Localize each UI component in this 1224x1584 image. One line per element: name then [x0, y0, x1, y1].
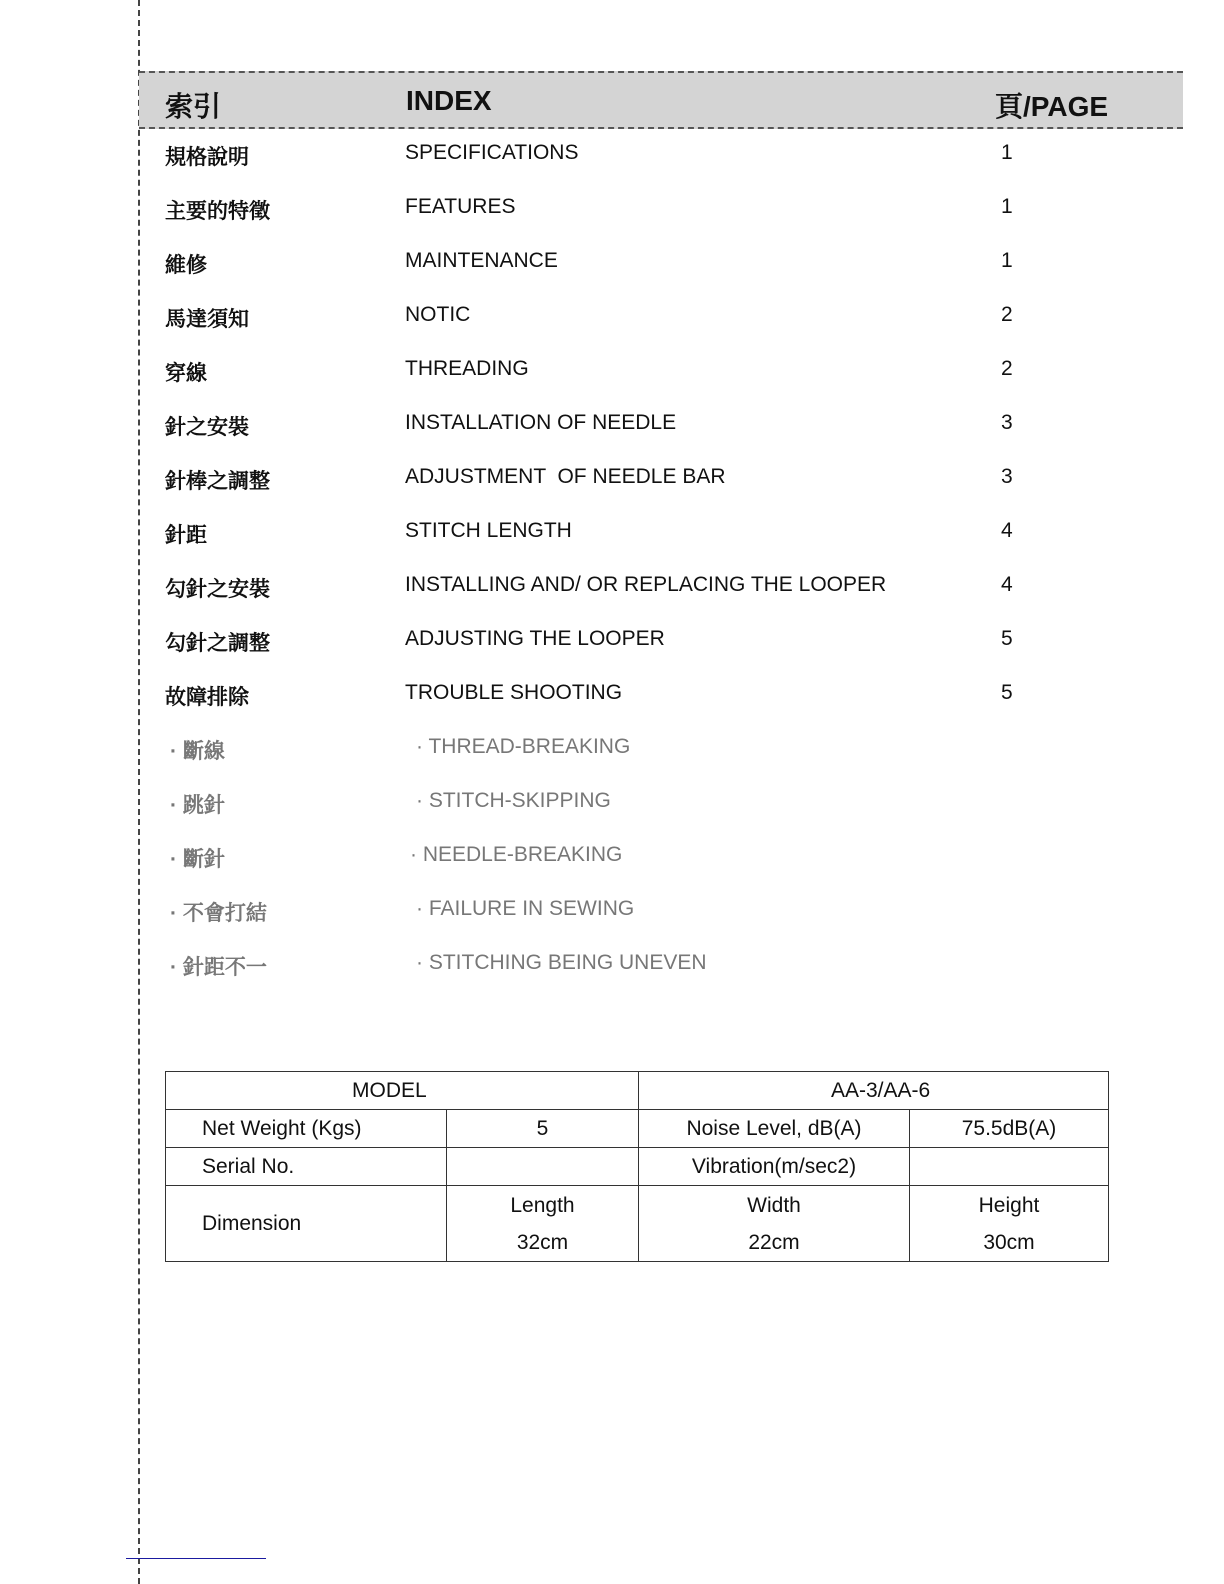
entry-zh: 維修: [165, 254, 207, 277]
serial-no-label: Serial No.: [166, 1148, 447, 1186]
header-en: INDEX: [406, 85, 492, 116]
model-label: MODEL: [166, 1072, 639, 1110]
entry-page: 5: [1001, 627, 1013, 650]
entry-en: FEATURES: [405, 195, 516, 218]
entry-page: 4: [1001, 573, 1013, 596]
index-header: [139, 71, 1183, 129]
index-entry: [0, 627, 1224, 657]
entry-en: MAINTENANCE: [405, 249, 558, 272]
entry-page: 1: [1001, 195, 1013, 218]
model-value: AA-3/AA-6: [639, 1072, 1109, 1110]
width-value: 22cm: [748, 1230, 800, 1254]
entry-en: NOTIC: [405, 303, 471, 326]
index-subentry: [0, 897, 1224, 927]
table-row: [166, 1110, 1109, 1148]
index-entry: [0, 141, 1224, 171]
width-label: Width: [747, 1193, 801, 1217]
serial-no-value: [447, 1148, 639, 1186]
subentry-zh: · 針距不一: [170, 956, 267, 979]
subentry-zh: · 不會打結: [170, 902, 267, 925]
subentry-zh: · 跳針: [170, 794, 225, 817]
entry-en: ADJUSTMENT OF NEEDLE BAR: [405, 465, 726, 488]
subentry-en: · THREAD-BREAKING: [416, 735, 631, 758]
entry-en: ADJUSTING THE LOOPER: [405, 627, 665, 650]
table-row: [166, 1148, 1109, 1186]
subentry-en: · STITCHING BEING UNEVEN: [416, 951, 707, 974]
entry-zh: 穿線: [165, 362, 207, 385]
entry-en: STITCH LENGTH: [405, 519, 572, 542]
subentry-zh: · 斷線: [170, 740, 225, 763]
entry-page: 2: [1001, 303, 1013, 326]
index-entry: [0, 195, 1224, 225]
entry-zh: 故障排除: [165, 686, 249, 709]
entry-page: 2: [1001, 357, 1013, 380]
subentry-en: · NEEDLE-BREAKING: [410, 843, 623, 866]
subentry-zh: · 斷針: [170, 848, 225, 871]
entry-zh: 主要的特徵: [165, 200, 270, 223]
entry-zh: 針棒之調整: [165, 470, 270, 493]
entry-zh: 勾針之安裝: [165, 578, 270, 601]
index-entry: [0, 465, 1224, 495]
height-label: Height: [978, 1193, 1040, 1217]
index-entry: [0, 303, 1224, 333]
length-value: 32cm: [516, 1230, 569, 1254]
index-entry: [0, 573, 1224, 603]
entry-en: INSTALLING AND/ OR REPLACING THE LOOPER: [405, 573, 887, 596]
net-weight-label: Net Weight (Kgs): [166, 1110, 447, 1148]
index-entry: [0, 411, 1224, 441]
header-zh: 索引: [165, 91, 222, 122]
width-cell: [639, 1186, 910, 1262]
index-entry: [0, 519, 1224, 549]
bottom-rule: [126, 1558, 266, 1559]
index-entry: [0, 681, 1224, 711]
entry-en: INSTALLATION OF NEEDLE: [405, 411, 677, 434]
vibration-value: [910, 1148, 1109, 1186]
entry-zh: 針之安裝: [165, 416, 249, 439]
table-row: [166, 1186, 1109, 1262]
entry-zh: 馬達須知: [165, 308, 249, 331]
spec-table: [165, 1071, 1109, 1262]
header-page: 頁/PAGE: [995, 91, 1109, 122]
entry-en: TROUBLE SHOOTING: [405, 681, 623, 704]
entry-page: 1: [1001, 249, 1013, 272]
entry-page: 5: [1001, 681, 1013, 704]
entry-zh: 規格說明: [165, 146, 249, 169]
index-entry: [0, 357, 1224, 387]
entry-page: 3: [1001, 411, 1013, 434]
entry-zh: 針距: [165, 524, 207, 547]
dimension-label: Dimension: [166, 1186, 447, 1262]
subentry-en: · FAILURE IN SEWING: [416, 897, 635, 920]
subentry-en: · STITCH-SKIPPING: [416, 789, 611, 812]
entry-en: THREADING: [405, 357, 529, 380]
index-subentry: [0, 735, 1224, 765]
height-cell: [910, 1186, 1109, 1262]
entry-page: 4: [1001, 519, 1013, 542]
noise-level-label: Noise Level, dB(A): [639, 1110, 910, 1148]
vibration-label: Vibration(m/sec2): [639, 1148, 910, 1186]
length-cell: [447, 1186, 639, 1262]
entry-page: 1: [1001, 141, 1013, 164]
entry-en: SPECIFICATIONS: [405, 141, 579, 164]
length-label: Length: [510, 1193, 575, 1217]
table-row: [166, 1072, 1109, 1110]
index-subentry: [0, 951, 1224, 981]
index-subentry: [0, 789, 1224, 819]
height-value: 30cm: [983, 1230, 1035, 1254]
index-entry: [0, 249, 1224, 279]
entry-page: 3: [1001, 465, 1013, 488]
noise-level-value: 75.5dB(A): [910, 1110, 1109, 1148]
net-weight-value: 5: [447, 1110, 639, 1148]
entry-zh: 勾針之調整: [165, 632, 270, 655]
index-subentry: [0, 843, 1224, 873]
